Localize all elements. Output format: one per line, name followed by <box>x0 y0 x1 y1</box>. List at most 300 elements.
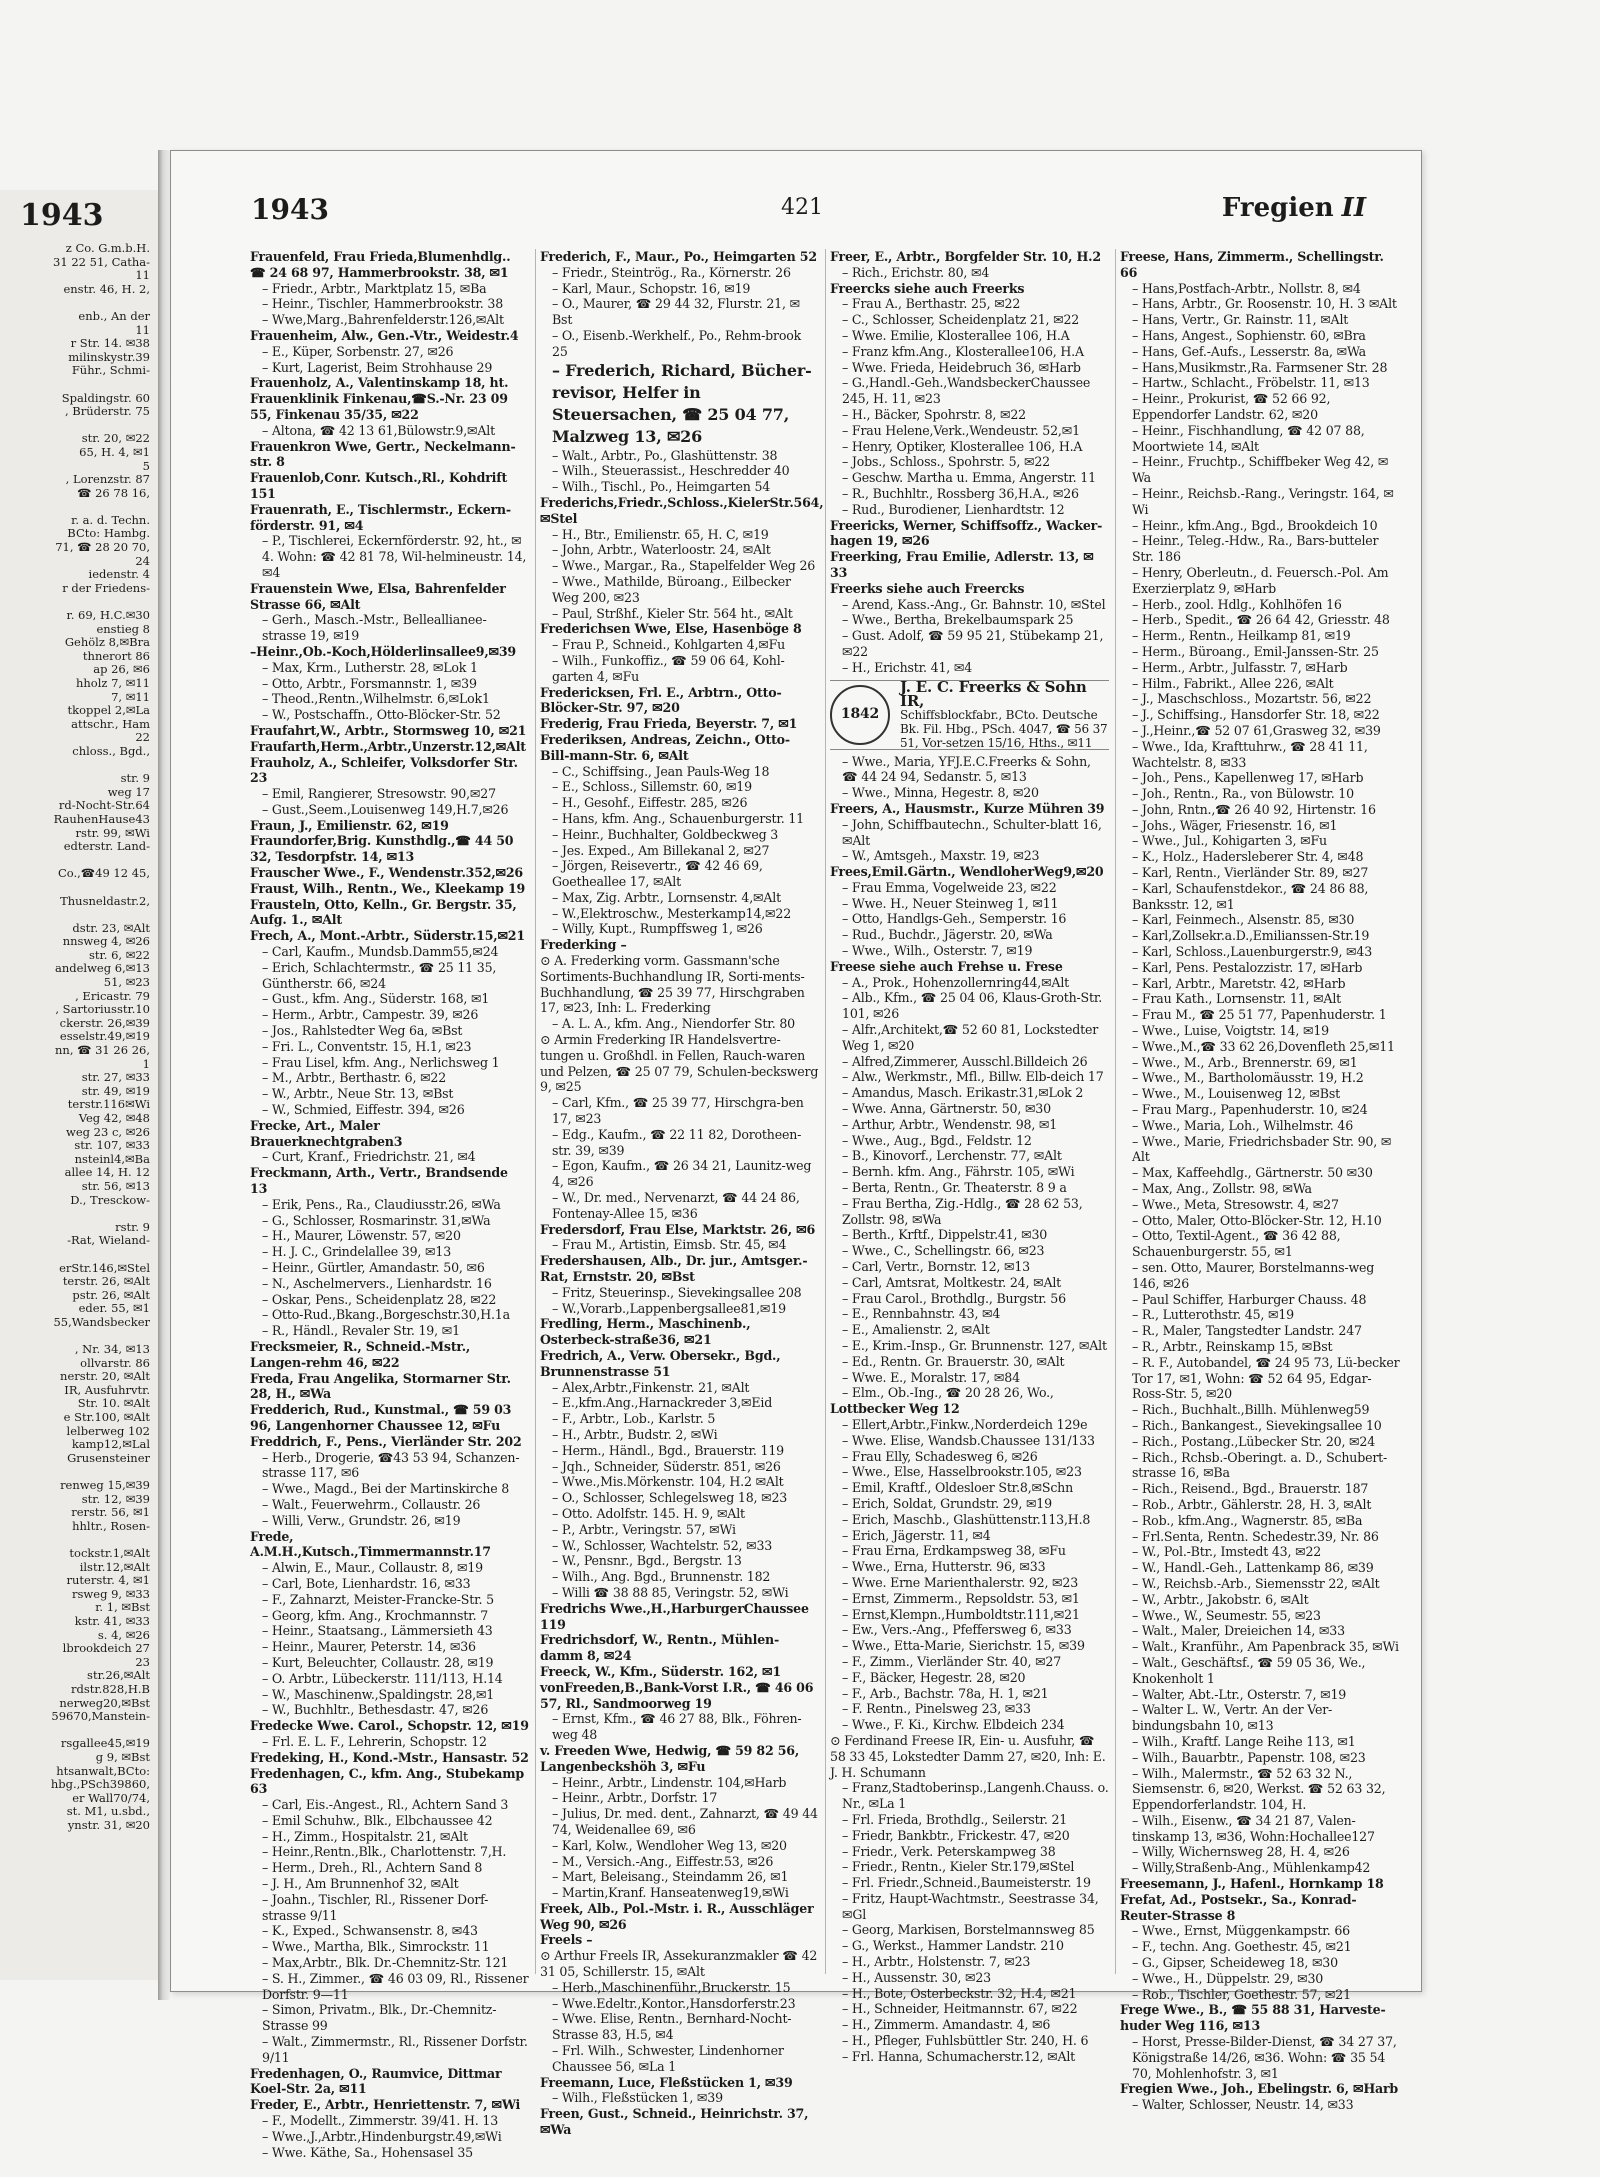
directory-entry: Frauscher Wwe., F., Wendenstr.352,✉26 <box>250 865 523 881</box>
directory-entry: – Frau Elly, Schadesweg 6, ✉26 <box>842 1448 1038 1464</box>
previous-page-line: rdstr.828,H.B <box>70 1681 150 1696</box>
directory-entry: Frederichsen Wwe, Else, Hasenböge 8 <box>540 621 802 637</box>
directory-entry: – J.,Heinr.,☎ 52 07 61,Grasweg 32, ✉39 <box>1132 722 1381 738</box>
directory-entry: – Walt., Zimmermstr., Rl., Rissener Dorfstr. 9/11 <box>262 2034 528 2065</box>
directory-entry: – Heinr., Reichsb.-Rang., Veringstr. 164, ✉Wi <box>1132 485 1394 517</box>
previous-page-line <box>0 1724 150 1738</box>
directory-entry: – Johs., Wäger, Friesenstr. 16, ✉1 <box>1132 817 1338 833</box>
directory-entry: – A. L. A., kfm. Ang., Niendorfer Str. 80 <box>552 1016 795 1032</box>
directory-entry: – Wilh., Fleßstücken 1, ✉39 <box>552 2090 723 2106</box>
directory-entry: – H., Bäcker, Spohrstr. 8, ✉22 <box>842 406 1026 422</box>
previous-page-line: r Str. 14. ✉38 <box>70 336 150 351</box>
directory-entry: – Oskar, Pens., Scheidenplatz 28, ✉22 <box>262 1291 497 1307</box>
directory-entry: – N., Aschelmervers., Lienhardstr. 16 <box>262 1275 492 1291</box>
directory-entry: – Wwe,Marg.,Bahrenfelderstr.126,✉Alt <box>262 312 504 328</box>
directory-entry: Lottbecker Weg 12 <box>830 1401 960 1417</box>
directory-entry: – Frau M., ☎ 25 51 77, Papenhuderstr. 1 <box>1132 1007 1387 1023</box>
previous-page-line: 71, ☎ 28 20 70, <box>55 540 150 555</box>
directory-entry: Fraundorfer,Brig. Kunsthdlg.,☎ 44 50 32, Tesdorpfstr. 14, ✉13 <box>250 833 514 865</box>
directory-entry: – Fritz, Haupt-Wachtmstr., Seestrasse 34, ✉Gl <box>842 1890 1099 1922</box>
directory-entry: – Heinr., Prokurist, ☎ 52 66 92, Eppendorfer Landstr. 62, ✉20 <box>1132 391 1331 422</box>
directory-entry: – Berth., Krftf., Dippelstr.41, ✉30 <box>842 1227 1048 1243</box>
previous-page-line: renweg 15,✉39 <box>60 1478 150 1493</box>
directory-entry: – Altona, ☎ 42 13 61,Bülowstr.9,✉Alt <box>262 422 495 438</box>
previous-page-line: rerstr. 56, ✉1 <box>71 1505 150 1520</box>
directory-entry: – Walt., Maler, Dreieichen 14, ✉33 <box>1132 1623 1345 1639</box>
directory-entry: – Wilh., Ang. Bgd., Brunnenstr. 182 <box>552 1569 771 1585</box>
previous-page-line: , Sartoriusstr.10 <box>55 1002 150 1017</box>
directory-column-4 <box>1116 249 1406 2113</box>
directory-entry: – G., Schlosser, Rosmarinstr. 31,✉Wa <box>262 1212 491 1228</box>
directory-entry: – Max, Ang., Zollstr. 98, ✉Wa <box>1132 1181 1312 1197</box>
directory-entry: Frederiksen, Andreas, Zeichn., Otto-Bill-mann-Str. 6, ✉Alt <box>540 731 790 763</box>
previous-page-line <box>0 854 150 868</box>
directory-entry: – F., techn. Ang. Goethestr. 45, ✉21 <box>1132 1939 1352 1955</box>
directory-entry: Frauholz, A., Schleifer, Volksdorfer Str. 23 <box>250 754 518 786</box>
previous-page-line: str. 20, ✉22 <box>81 431 150 446</box>
directory-entry: – J., Schiffsing., Hansdorfer Str. 18, ✉22 <box>1132 707 1380 723</box>
previous-page-line: 23 <box>135 1654 150 1669</box>
running-head-word: Fregien <box>1221 193 1334 223</box>
directory-entry: – Wwe., M., Bartholomäusstr. 19, H.2 <box>1132 1070 1364 1086</box>
directory-entry: Fredrich, A., Verw. Obersekr., Bgd., Brunnenstrasse 51 <box>540 1348 781 1379</box>
previous-page-year: 1943 <box>20 198 104 233</box>
directory-entry: ⊙ Ferdinand Freese IR, Ein- u. Ausfuhr, ☎ 58 33 45, Lokstedter Damm 27, ✉20, Inh: E. J. H. Schumann <box>830 1732 1106 1780</box>
directory-entry: – P., Arbtr., Veringstr. 57, ✉Wi <box>552 1521 736 1537</box>
previous-page-line: enstieg 8 <box>96 621 150 636</box>
directory-entry: – Wwe., Magd., Bei der Martinskirche 8 <box>262 1481 510 1497</box>
directory-entry: Fraufarth,Herm.,Arbtr.,Unzerstr.12,✉Alt <box>250 738 526 754</box>
directory-entry: Frauenfeld, Frau Frieda,Blumenhdlg.. ☎ 24 68 97, Hammerbrookstr. 38, ✉1 <box>250 249 511 280</box>
previous-page-line: str. 107, ✉33 <box>74 1138 150 1153</box>
directory-entry: – Jes. Exped., Am Billekanal 2, ✉27 <box>552 842 770 858</box>
directory-entry: – Jörgen, Reisevertr., ☎ 42 46 69, Goetheallee 17, ✉Alt <box>552 858 763 890</box>
directory-entry: – Frau Helene,Verk.,Wendeustr. 52,✉1 <box>842 422 1080 438</box>
previous-page-line: iedenstr. 4 <box>88 567 150 582</box>
previous-page-line: Str. 10. ✉Alt <box>77 1396 150 1411</box>
previous-page-line: IR, Ausfuhrvtr. <box>64 1382 150 1397</box>
directory-entry: – Heinr.,Rentn.,Blk., Charlottenstr. 7,H. <box>262 1844 507 1860</box>
directory-entry: – Wwe. Elise, Rentn., Bernhard-Nocht-Strasse 83, H.5, ✉4 <box>552 2011 792 2043</box>
directory-entry: Frausteln, Otto, Kelln., Gr. Bergstr. 35, Aufg. 1., ✉Alt <box>250 896 517 928</box>
previous-page-line: terstr. 26, ✉Alt <box>62 1274 150 1289</box>
directory-entry: – Fri. L., Conventstr. 15, H.1, ✉23 <box>262 1038 472 1054</box>
directory-entry: Freemann, Luce, Fleßstücken 1, ✉39 <box>540 2074 793 2090</box>
directory-entry: – Joh., Rentn., Ra., von Bülowstr. 10 <box>1132 786 1354 802</box>
previous-page-line: 11 <box>135 268 150 283</box>
directory-column-1 <box>246 249 536 2160</box>
directory-entry: – Ernst,Klempn.,Humboldtstr.111,✉21 <box>842 1606 1080 1622</box>
directory-entry: – Erik, Pens., Ra., Claudiusstr.26, ✉Wa <box>262 1196 501 1212</box>
previous-page-line: andelweg 6,✉13 <box>54 961 150 976</box>
previous-page-line: g 9, ✉Bst <box>95 1749 150 1764</box>
directory-entry: – John, Arbtr., Waterloostr. 24, ✉Alt <box>552 542 771 558</box>
directory-entry: – Karl, Arbtr., Maretstr. 42, ✉Harb <box>1132 975 1346 991</box>
previous-page-line <box>0 378 150 392</box>
directory-entry: Fregien Wwe., Joh., Ebelingstr. 6, ✉Harb <box>1120 2081 1399 2097</box>
directory-entry: – Frl. E. L. F., Lehrerin, Schopstr. 12 <box>262 1733 487 1749</box>
previous-page-line: str. 12, ✉39 <box>81 1491 150 1506</box>
directory-entry: – Wwe. Käthe, Sa., Hohensasel 35 <box>262 2144 473 2160</box>
directory-entry: – Hans, Vertr., Gr. Rainstr. 11, ✉Alt <box>1132 312 1349 328</box>
directory-entry: – H., Pfleger, Fuhlsbüttler Str. 240, H. 6 <box>842 2033 1089 2049</box>
previous-page-line: enstr. 46, H. 2, <box>63 281 150 296</box>
directory-entry: – Ernst, Zimmerm., Repsoldstr. 53, ✉1 <box>842 1590 1080 1606</box>
directory-entry: – Wwe., H., Düppelstr. 29, ✉30 <box>1132 1970 1324 1986</box>
previous-page-line <box>0 908 150 922</box>
directory-column-3 <box>826 249 1116 2064</box>
directory-entry: – R., Maler, Tangstedter Landstr. 247 <box>1132 1323 1362 1339</box>
previous-page-line: hholz 7, ✉11 <box>75 676 150 690</box>
directory-entry: – Frl. Frieda, Brothdlg., Seilerstr. 21 <box>842 1811 1068 1827</box>
directory-entry: – Herb., zool. Hdlg., Kohlhöfen 16 <box>1132 596 1342 612</box>
directory-entry: – Wwe., W., Seumestr. 55, ✉23 <box>1132 1607 1321 1623</box>
previous-page-line: ynstr. 31, ✉20 <box>67 1817 150 1832</box>
directory-entry: – Walter L. W., Vertr. An der Ver-bindungsbahn 10, ✉13 <box>1132 1702 1333 1734</box>
previous-page-line: Spaldingstr. 60 <box>61 390 150 405</box>
directory-entry: – R. F., Autobandel, ☎ 24 95 73, Lü-becker Tor 17, ✉1, Wohn: ☎ 52 64 95, Edgar-Ross-Str. 5, ✉20 <box>1132 1354 1400 1402</box>
directory-entry: Frauenklinik Finkenau,☎S.-Nr. 23 09 55, Finkenau 35/35, ✉22 <box>250 391 508 422</box>
directory-entry: – Herm., Rentn., Heilkamp 81, ✉19 <box>1132 628 1351 644</box>
directory-entry: Frederking – <box>540 937 627 953</box>
previous-page-line <box>0 595 150 609</box>
directory-entry: – Max, Kaffeehdlg., Gärtnerstr. 50 ✉30 <box>1132 1165 1373 1181</box>
directory-entry: – A., Prok., Hohenzollernring44,✉Alt <box>842 974 1070 990</box>
directory-entry: Fredershausen, Alb., Dr. jur., Amtsger.-Rat, Ernststr. 20, ✉Bst <box>540 1253 808 1285</box>
directory-entry: – Frau Emma, Vogelweide 23, ✉22 <box>842 879 1057 895</box>
directory-entry: Frefat, Ad., Postsekr., Sa., Konrad-Reuter-Strasse 8 <box>1120 1891 1357 1923</box>
previous-page-line: e Str.100, ✉Alt <box>63 1410 150 1425</box>
previous-page-line: Thusneldastr.2, <box>60 893 150 908</box>
directory-entry: v. Freeden Wwe, Hedwig, ☎ 59 82 56, Langenbeckshöh 3, ✉Fu <box>540 1742 800 1774</box>
directory-entry: – F., Modellt., Zimmerstr. 39/41. H. 13 <box>262 2113 499 2129</box>
directory-entry: – Wilh., Steuerassist., Heschredder 40 <box>552 463 790 479</box>
directory-entry: – Frl. Wilh., Schwester, Lindenhorner Chaussee 56, ✉La 1 <box>552 2043 784 2074</box>
directory-entry: Freder, E., Arbtr., Henriettenstr. 7, ✉Wi <box>250 2097 521 2113</box>
directory-entry: – Wwe. Emilie, Klosterallee 106, H.A <box>842 327 1070 343</box>
directory-entry: – Frau Lisel, kfm. Ang., Nerlichsweg 1 <box>262 1054 500 1070</box>
directory-entry: Freercks siehe auch Freerks <box>830 280 1025 296</box>
previous-page-line: str. 6, ✉22 <box>89 947 150 962</box>
company-advertisement <box>830 677 1109 750</box>
directory-entry: – Willi ☎ 38 88 85, Veringstr. 52, ✉Wi <box>552 1584 789 1600</box>
directory-entry: – Alw., Werkmstr., Mfl., Billw. Elb-deich 17 <box>842 1069 1104 1085</box>
directory-entry: – Wwe., Ernst, Müggenkampstr. 66 <box>1132 1923 1350 1939</box>
directory-entry: – Wwe., F. Ki., Kirchw. Elbdeich 234 <box>842 1717 1065 1733</box>
directory-entry: – Karl, Feinmech., Alsenstr. 85, ✉30 <box>1132 912 1355 928</box>
directory-entry: Frauenstein Wwe, Elsa, Bahrenfelder Strasse 66, ✉Alt <box>250 580 506 612</box>
page-number: 421 <box>781 195 823 220</box>
directory-entry: – C., Schiffsing., Jean Pauls-Weg 18 <box>552 763 770 779</box>
previous-page-line: tkoppel 2,✉La <box>67 703 150 718</box>
previous-page-line: Co.,☎49 12 45, <box>57 866 150 881</box>
directory-entry: – Karl, Pens. Pestalozzistr. 17, ✉Harb <box>1132 959 1363 975</box>
directory-entry: – Herm., Arbtr., Campestr. 39, ✉26 <box>262 1007 479 1023</box>
directory-entry: – O. Arbtr., Lübeckerstr. 111/113, H.14 <box>262 1670 503 1686</box>
directory-entry: – Heinr., Buchhalter, Goldbeckweg 3 <box>552 826 779 842</box>
directory-entry: Fredenhagen, C., kfm. Ang., Stubekamp 63 <box>250 1765 524 1797</box>
directory-entry: – Rob., kfm.Ang., Wagnerstr. 85, ✉Ba <box>1132 1512 1363 1528</box>
directory-entry: – Carl, Eis.-Angest., Rl., Achtern Sand 3 <box>262 1797 509 1813</box>
directory-entry: – Hartw., Schlacht., Fröbelstr. 11, ✉13 <box>1132 375 1370 391</box>
directory-entry: ⊙ Armin Frederking IR Handelsvertre-tungen u. Großhdl. in Fellen, Rauch-waren und Pelzen, ☎ 25 07 79, Schulen-beckswerg 9, ✉25 <box>540 1032 819 1095</box>
directory-entry: – Frau Kath., Lornsenstr. 11, ✉Alt <box>1132 991 1342 1007</box>
directory-entry: – Willy, Wichernsweg 28, H. 4, ✉26 <box>1132 1844 1350 1860</box>
previous-page-line: hhltr., Rosen- <box>72 1518 150 1533</box>
directory-entry: – Max, Krm., Lutherstr. 28, ✉Lok 1 <box>262 659 478 675</box>
directory-entry: – Herm., Händl., Bgd., Brauerstr. 119 <box>552 1442 784 1458</box>
directory-entry: Frauenholz, A., Valentinskamp 18, ht. <box>250 375 509 391</box>
previous-page-line: r der Friedens- <box>62 580 150 595</box>
previous-page-line: ckerstr. 26,✉39 <box>59 1015 150 1030</box>
previous-page-line: z Co. G.m.b.H. <box>65 241 150 255</box>
directory-entry: – Frl. Hanna, Schumacherstr.12, ✉Alt <box>842 2048 1076 2064</box>
directory-entry: – Henry, Optiker, Klosterallee 106, H.A <box>842 438 1083 454</box>
directory-entry: – Emil, Rangierer, Stresowstr. 90,✉27 <box>262 786 496 802</box>
directory-entry: Fredeking, H., Kond.-Mstr., Hansastr. 52 <box>250 1749 529 1765</box>
directory-entry: – Hans, kfm. Ang., Schauenburgerstr. 11 <box>552 810 804 826</box>
directory-entry: Freek, Alb., Pol.-Mstr. i. R., Ausschläger Weg 90, ✉26 <box>540 1900 814 1932</box>
directory-entry: – Erich, Soldat, Grundstr. 29, ✉19 <box>842 1495 1052 1511</box>
directory-entry: – Heinr., Maurer, Peterstr. 14, ✉36 <box>262 1639 476 1655</box>
previous-page-line: , Lorenzstr. 87 <box>65 472 150 487</box>
directory-entry: – Joh., Pens., Kapellenweg 17, ✉Harb <box>1132 770 1364 786</box>
directory-entry: – Frau Bertha, Zig.-Hdlg., ☎ 28 62 53, Zollstr. 98, ✉Wa <box>842 1195 1083 1227</box>
directory-entry: Freen, Gust., Schneid., Heinrichstr. 37, ✉Wa <box>540 2106 809 2138</box>
directory-entry: – H., Bote, Osterbeckstr. 32, H.4, ✉21 <box>842 1985 1077 2001</box>
previous-page-line: erStr.146,✉Stel <box>59 1260 150 1275</box>
directory-page <box>170 150 1422 2160</box>
directory-entry: – Friedr., Rentn., Kieler Str.179,✉Stel <box>842 1859 1075 1875</box>
directory-entry: – Wwe., Margar., Ra., Stapelfelder Weg 26 <box>552 558 816 574</box>
previous-page-line <box>0 1465 150 1479</box>
directory-entry: – Egon, Kaufm., ☎ 26 34 21, Launitz-weg 4, ✉26 <box>552 1158 812 1190</box>
previous-page-line: ☎ 26 78 16, <box>77 485 150 500</box>
directory-entry: – Walt., Kranführ., Am Papenbrack 35, ✉Wi <box>1132 1639 1399 1655</box>
previous-page-line <box>0 759 150 773</box>
previous-page-line: thnerort 86 <box>82 648 150 663</box>
directory-entry: Frees,Emil.Gärtn., WendloherWeg9,✉20 <box>830 864 1104 880</box>
directory-entry: – F., Zimm., Vierländer Str. 40, ✉27 <box>842 1653 1062 1669</box>
directory-entry: – Erich, Schlachtermstr., ☎ 25 11 35, Güntherstr. 66, ✉24 <box>262 959 497 991</box>
directory-entry: – Wwe., Mathilde, Büroang., Eilbecker Weg 200, ✉23 <box>552 573 791 605</box>
directory-entry: – Wwe. Erne Marienthalerstr. 92, ✉23 <box>842 1574 1079 1590</box>
directory-entry: – Rich., Postang.,Lübecker Str. 20, ✉24 <box>1132 1433 1376 1449</box>
directory-entry: – Frau Marg., Papenhuderstr. 10, ✉24 <box>1132 1102 1368 1118</box>
directory-entry: – E., Krim.-Insp., Gr. Brunnenstr. 127, ✉Alt <box>842 1338 1107 1353</box>
directory-entry: – E.,kfm.Ang.,Harnackreder 3,✉Eid <box>552 1395 773 1411</box>
directory-entry: – G., Werkst., Hammer Landstr. 210 <box>842 1938 1064 1954</box>
directory-entry: – Frl. Friedr.,Schneid.,Baumeisterstr. 19 <box>842 1875 1091 1891</box>
directory-entry: – Walt., Geschäftsf., ☎ 59 05 36, We., Knokenholt 1 <box>1132 1654 1366 1686</box>
directory-entry: – P., Tischlerei, Eckernförderstr. 92, ht., ✉4. Wohn: ☎ 42 81 78, Wil-helmineustr. 14, ✉4 <box>262 533 527 580</box>
directory-entry: – Frederich, Richard, Bücher-revisor, Helfer in Steuersachen, ☎ 25 04 77, Malzweg 13, ✉26 <box>552 360 812 446</box>
directory-entry: – H., Schneider, Heitmannstr. 67, ✉22 <box>842 2001 1078 2017</box>
previous-page-line: nerstr. 20, ✉Alt <box>60 1369 150 1384</box>
previous-page-line: lelberweg 102 <box>66 1423 150 1438</box>
previous-page-line: str. 9 <box>120 771 150 786</box>
directory-entry: – Wwe. E., Moralstr. 17, ✉84 <box>842 1369 1020 1385</box>
directory-entry: ⊙ A. Frederking vorm. Gassmann'sche Sortiments-Buchhandlung IR, Sorti-ments-Buchhandlung, ☎ 25 39 77, Hirschgraben 17, ✉23, Inh: L. Frederking <box>540 953 805 1016</box>
directory-entry: – W., Schmied, Eiffestr. 394, ✉26 <box>262 1102 465 1118</box>
previous-page-line: er Wall70/74, <box>72 1790 150 1805</box>
directory-entry: – W., Arbtr., Neue Str. 13, ✉Bst <box>262 1086 454 1102</box>
directory-entry: – Frau M., Artistin, Eimsb. Str. 45, ✉4 <box>552 1237 787 1253</box>
directory-entry: – Carl, Vertr., Bornstr. 12, ✉13 <box>842 1259 1030 1275</box>
directory-entry: – Georg, kfm. Ang., Krochmannstr. 7 <box>262 1607 489 1623</box>
previous-page-line: 24 <box>135 553 150 568</box>
directory-columns <box>246 249 1406 2160</box>
directory-entry: – Heinr., Fischhandlung, ☎ 42 07 88, Moortwiete 14, ✉Alt <box>1132 422 1365 454</box>
directory-entry: – Hilm., Fabrikt., Allee 226, ✉Alt <box>1132 675 1334 691</box>
directory-entry: – Rud., Buchdr., Jägerstr. 20, ✉Wa <box>842 927 1053 943</box>
directory-entry: – Jobs., Schloss., Spohrstr. 5, ✉22 <box>842 454 1050 470</box>
directory-entry: Fredrichsdorf, W., Rentn., Mühlen-damm 8, ✉24 <box>540 1632 779 1664</box>
directory-entry: – Heinr., Fruchtp., Schiffbeker Weg 42, ✉Wa <box>1132 454 1389 486</box>
previous-page-line: 5 <box>142 458 150 473</box>
directory-entry: Freerks siehe auch Freercks <box>830 580 1025 596</box>
directory-entry: – Arend, Kass.-Ang., Gr. Bahnstr. 10, ✉Stel <box>842 596 1106 612</box>
directory-entry: – Wilh., Kraftf. Lange Reihe 113, ✉1 <box>1132 1733 1356 1749</box>
directory-entry: – H., Arbtr., Holstenstr. 7, ✉23 <box>842 1954 1031 1970</box>
directory-entry: – O., Maurer, ☎ 29 44 32, Flurstr. 21, ✉Bst <box>552 296 800 328</box>
directory-entry: – Julius, Dr. med. dent., Zahnarzt, ☎ 49 44 74, Weidenallee 69, ✉6 <box>552 1806 818 1837</box>
directory-entry: – Otto, Handlgs-Geh., Semperstr. 16 <box>842 911 1067 927</box>
previous-page-line: pstr. 26, ✉Alt <box>72 1287 150 1302</box>
directory-entry: – Wwe., Else, Hasselbrookstr.105, ✉23 <box>842 1464 1082 1480</box>
directory-entry: – Otto, Maler, Otto-Blöcker-Str. 12, H.10 <box>1132 1212 1382 1228</box>
directory-entry: – Otto, Textil-Agent., ☎ 36 42 88, Schauenburgerstr. 55, ✉1 <box>1132 1228 1341 1260</box>
directory-entry: – J. H., Am Brunnenhof 32, ✉Alt <box>262 1876 459 1892</box>
directory-entry: – Kurt, Beleuchter, Collaustr. 28, ✉19 <box>262 1654 494 1670</box>
directory-entry: – Gust. Adolf, ☎ 59 95 21, Stübekamp 21, ✉22 <box>842 628 1104 659</box>
directory-entry: Freer, E., Arbtr., Borgfelder Str. 10, H.2 <box>830 249 1101 264</box>
directory-entry: – Wwe. Frieda, Heidebruch 36, ✉Harb <box>842 359 1081 375</box>
previous-page-line: htsanwalt,BCto: <box>56 1763 150 1778</box>
directory-entry: Freeck, W., Kfm., Süderstr. 162, ✉1 <box>540 1663 781 1679</box>
directory-entry: Freerking, Frau Emilie, Adlerstr. 13, ✉33 <box>830 549 1094 580</box>
running-head <box>1222 193 1366 223</box>
running-head-suffix: II <box>1341 193 1366 223</box>
previous-page-line: , Ericastr. 79 <box>75 988 150 1003</box>
directory-entry: – Wwe., Luise, Voigtstr. 14, ✉19 <box>1132 1023 1329 1039</box>
previous-page-line: BCto: Hambg. <box>67 526 150 541</box>
directory-entry: – F., Arbtr., Lob., Karlstr. 5 <box>552 1411 716 1427</box>
directory-entry: – Rich., Rchsb.-Oberingt. a. D., Schubert-strasse 16, ✉Ba <box>1132 1449 1388 1481</box>
directory-entry: – Wwe., Martha, Blk., Simrockstr. 11 <box>262 1939 490 1955</box>
directory-entry: – Henry, Oberleutn., d. Feuersch.-Pol. Am Exerzierplatz 9, ✉Harb <box>1132 564 1389 596</box>
directory-entry: – Paul Schiffer, Harburger Chauss. 48 <box>1132 1291 1367 1307</box>
directory-entry: – Herm., Arbtr., Julfasstr. 7, ✉Harb <box>1132 659 1348 675</box>
directory-entry: Frederig, Frau Frieda, Beyerstr. 7, ✉1 <box>540 716 798 732</box>
directory-entry: – Rud., Burodiener, Lienhardtstr. 12 <box>842 501 1065 517</box>
directory-entry: – W., Schlosser, Wachtelstr. 52, ✉33 <box>552 1537 773 1553</box>
previous-page-line: 31 22 51, Catha- <box>53 254 150 269</box>
previous-page-line: str. 56, ✉13 <box>81 1178 150 1193</box>
directory-entry: – Walt., Arbtr., Po., Glashüttenstr. 38 <box>552 447 778 463</box>
directory-entry: – H., Erichstr. 41, ✉4 <box>842 659 973 675</box>
directory-entry: – Carl, Kaufm., Mundsb.Damm55,✉24 <box>262 944 499 960</box>
directory-entry: – Hans, Angest., Sophienstr. 60, ✉Bra <box>1132 327 1366 343</box>
directory-entry: – Wwe.Edeltr.,Kontor.,Hansdorferstr.23 <box>552 1995 796 2011</box>
directory-entry: – J., Maschschloss., Mozartstr. 56, ✉22 <box>1132 691 1372 707</box>
directory-entry: – Karl, Kolw., Wendloher Weg 13, ✉20 <box>552 1837 787 1853</box>
previous-page-line: hbg.,PSch39860, <box>50 1777 150 1792</box>
previous-page-line: ollvarstr. 86 <box>80 1355 150 1370</box>
previous-page-line <box>0 500 150 514</box>
previous-page-lines <box>0 242 150 1832</box>
directory-entry: – Arthur, Arbtr., Wendenstr. 98, ✉1 <box>842 1116 1058 1132</box>
directory-entry: – Wilh., Eisenw., ☎ 34 21 87, Valen-tinskamp 13, ✉36, Wohn:Hochallee127 <box>1132 1812 1375 1844</box>
directory-column-2 <box>536 249 826 2138</box>
directory-entry: – R., Händl., Revaler Str. 19, ✉1 <box>262 1323 460 1339</box>
previous-page-line: rstr. 99, ✉Wi <box>75 825 150 840</box>
previous-page-line: ruterstr. 4, ✉1 <box>66 1573 150 1588</box>
previous-page-line: RauhenHause43 <box>53 811 150 826</box>
directory-entry: – Heinr., Gürtler, Amandastr. 50, ✉6 <box>262 1260 485 1275</box>
directory-entry: – Franz kfm.Ang., Klosterallee106, H.A <box>842 343 1084 359</box>
previous-page-line: dstr. 23, ✉Alt <box>72 920 150 935</box>
directory-entry: – Karl,Zollsekr.a.D.,Emilianssen-Str.19 <box>1132 928 1370 944</box>
directory-entry: Frauenheim, Alw., Gen.-Vtr., Weidestr.4 <box>250 327 519 343</box>
directory-entry: – Paul, Strßhf., Kieler Str. 564 ht., ✉Alt <box>552 605 793 621</box>
directory-entry: – Otto, Arbtr., Forsmannstr. 1, ✉39 <box>262 675 477 691</box>
directory-entry: Freers, A., Hausmstr., Kurze Mühren 39 <box>830 800 1105 816</box>
directory-entry: – W.,Vorarb.,Lappenbergsallee81,✉19 <box>552 1300 786 1316</box>
directory-entry: – C., Schlosser, Scheidenplatz 21, ✉22 <box>842 312 1080 328</box>
directory-entry: Fredling, Herm., Maschinenb., Osterbeck-straße36, ✉21 <box>540 1316 751 1348</box>
previous-page-line: -Rat, Wieland- <box>67 1233 150 1248</box>
directory-entry: Fredersdorf, Frau Else, Marktstr. 26, ✉6 <box>540 1221 816 1237</box>
previous-page-line: edterstr. Land- <box>63 839 150 854</box>
directory-entry: – Ellert,Arbtr.,Finkw.,Norderdeich 129e <box>842 1416 1088 1432</box>
directory-entry: – Wwe. Anna, Gärtnerstr. 50, ✉30 <box>842 1101 1051 1117</box>
directory-entry: – Wwe., Etta-Marie, Sierichstr. 15, ✉39 <box>842 1638 1085 1654</box>
directory-entry: – Max, Zig. Arbtr., Lornsenstr. 4,✉Alt <box>552 889 781 905</box>
previous-page-line: Führ., Schmi- <box>71 363 150 378</box>
previous-page-line: tockstr.1,✉Alt <box>69 1546 150 1560</box>
directory-entry: – Walt., Feuerwehrm., Collaustr. 26 <box>262 1496 481 1512</box>
directory-entry: – Frau P., Schneid., Kohlgarten 4,✉Fu <box>552 637 786 653</box>
directory-entry: – Wilh., Funkoffiz., ☎ 59 06 64, Kohl-garten 4, ✉Fu <box>552 652 785 684</box>
directory-entry: – Gerh., Masch.-Mstr., Belleallianee-strasse 19, ✉19 <box>262 612 487 644</box>
previous-page-line <box>0 881 150 895</box>
directory-entry: – Wwe., C., Schellingstr. 66, ✉23 <box>842 1243 1045 1259</box>
directory-entry: Frech, A., Mont.-Arbtr., Süderstr.15,✉21 <box>250 928 525 944</box>
directory-entry: – Simon, Privatm., Blk., Dr.-Chemnitz-Strasse 99 <box>262 2002 497 2034</box>
directory-entry: – R., Buchhltr., Rossberg 36,H.A., ✉26 <box>842 485 1079 501</box>
directory-entry: – Rich., Bankangest., Sievekingsallee 10 <box>1132 1417 1382 1433</box>
previous-page-line: 55,Wandsbecker <box>53 1314 150 1329</box>
directory-entry: – Herm., Dreh., Rl., Achtern Sand 8 <box>262 1860 483 1876</box>
directory-entry: – W., Amtsgeh., Maxstr. 19, ✉23 <box>842 848 1040 864</box>
directory-entry: – Erich, Jägerstr. 11, ✉4 <box>842 1527 991 1543</box>
directory-entry: – Wilh., Malermstr., ☎ 52 63 32 N., Siemsenstr. 6, ✉20, Werkst. ☎ 52 63 32, Eppendorferlandstr. 104, H. <box>1132 1765 1386 1813</box>
directory-entry: – Max,Arbtr., Blk. Dr.-Chemnitz-Str. 121 <box>262 1955 509 1971</box>
directory-entry: – W., Arbtr., Jakobstr. 6, ✉Alt <box>1132 1591 1309 1607</box>
directory-entry: – Wwe., Jul., Kohigarten 3, ✉Fu <box>1132 833 1327 849</box>
directory-entry: – Mart, Beleisang., Steindamm 26, ✉1 <box>552 1869 789 1885</box>
previous-page-line: chloss., Bgd., <box>72 743 150 758</box>
directory-entry: Frecksmeier, R., Schneid.-Mstr., Langen-rehm 46, ✉22 <box>250 1338 471 1370</box>
directory-entry: Frecke, Art., Maler Brauerknechtgraben3 <box>250 1117 403 1149</box>
previous-page-line: 22 <box>135 730 150 745</box>
directory-entry: – Friedr, Bankbtr., Frickestr. 47, ✉20 <box>842 1827 1070 1843</box>
directory-entry: – Wwe., Meta, Stresowstr. 4, ✉27 <box>1132 1196 1339 1212</box>
directory-entry: – H., Maurer, Löwenstr. 57, ✉20 <box>262 1228 461 1244</box>
previous-page-line: nn, ☎ 31 26 26, <box>55 1043 150 1058</box>
previous-page-line: s. 4, ✉26 <box>97 1627 150 1642</box>
